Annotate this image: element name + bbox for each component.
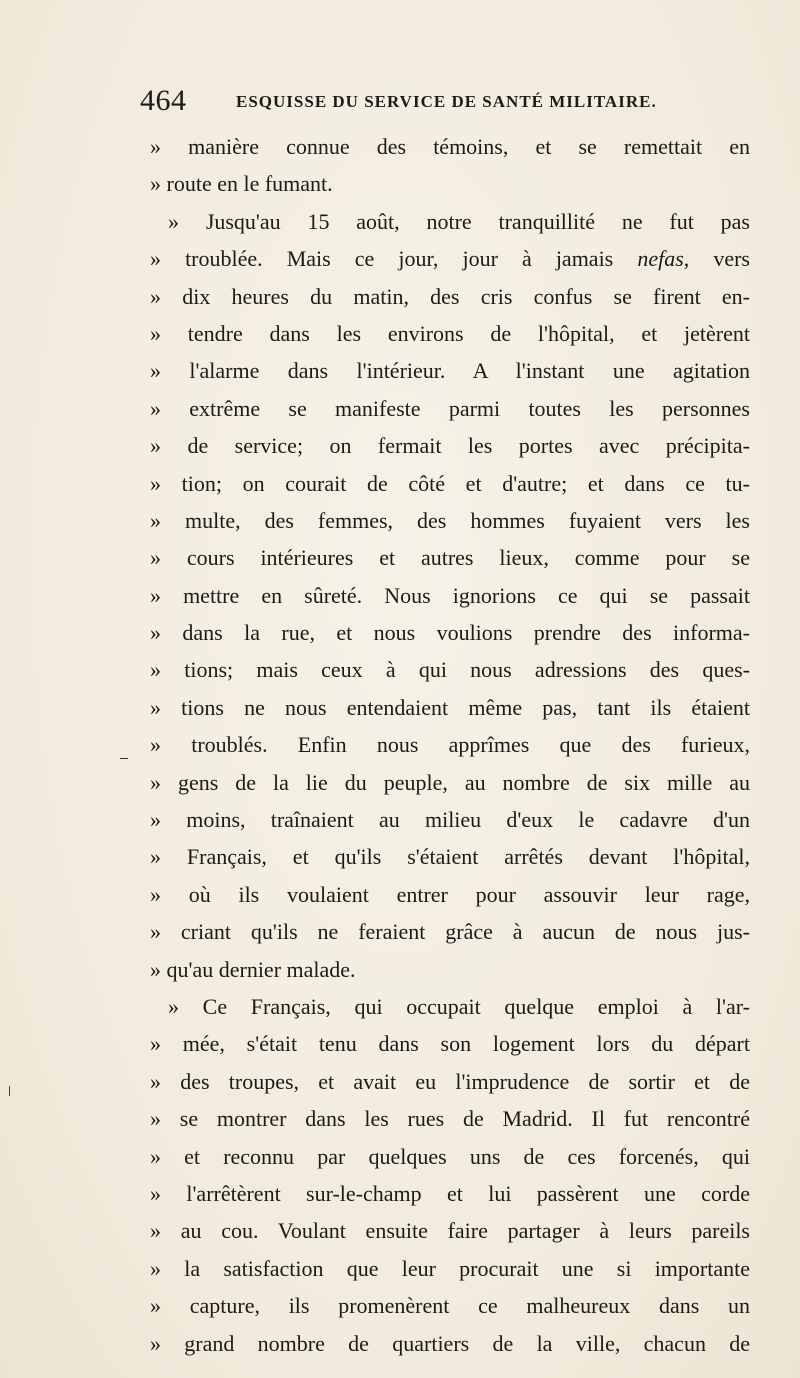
text-line: » l'alarme dans l'intérieur. A l'instant une agitation [150,358,750,384]
page-number: 464 [140,84,187,117]
text-line: » au cou. Voulant ensuite faire partager à leurs pareils [150,1218,750,1244]
text-line: » Jusqu'au 15 août, notre tranquillité ne fut pas [168,208,750,234]
text-line: » cours intérieures et autres lieux, comme pour se [150,545,750,571]
text-line: » tions ne nous entendaient même pas, tant ils étaient [150,694,750,720]
text-line: » troublés. Enfin nous apprîmes que des furieux, [150,732,750,758]
text-line: » route en le fumant. [150,171,333,197]
text-line: » capture, ils promenèrent ce malheureux dans un [150,1293,750,1319]
italic-word: nefas [637,246,684,272]
text-line: » tions; mais ceux à qui nous adressions des ques- [150,657,750,683]
text-line: » extrême se manifeste parmi toutes les personnes [150,395,750,421]
text-line: » la satisfaction que leur procurait une si importante [150,1255,750,1281]
text-line: » gens de la lie du peuple, au nombre de six mille au [150,769,750,795]
text-line: » troublée. Mais ce jour, jour à jamais nefas, vers [150,246,750,272]
text-line: » Ce Français, qui occupait quelque emploi à l'ar- [168,993,750,1019]
text-line: » manière connue des témoins, et se remettait en [150,134,750,159]
text-line: » Français, et qu'ils s'étaient arrêtés devant l'hôpital, [150,844,750,870]
text-line: » de service; on fermait les portes avec précipita- [150,433,750,459]
text-line: » où ils voulaient entrer pour assouvir leur rage, [150,881,750,907]
text-line: » criant qu'ils ne feraient grâce à aucun de nous jus- [150,919,750,945]
text-line: » et reconnu par quelques uns de ces forcenés, qui [150,1143,750,1169]
text-line: » moins, traînaient au milieu d'eux le cadavre d'un [150,807,750,833]
text-line: » qu'au dernier malade. [150,956,356,982]
text-line: » dans la rue, et nous voulions prendre des informa- [150,620,750,646]
text-line: » grand nombre de quartiers de la ville, chacun de [150,1330,750,1356]
text-line: » se montrer dans les rues de Madrid. Il fut rencontré [150,1106,750,1132]
page-header [140,84,740,124]
text-line: » des troupes, et avait eu l'imprudence de sortir et de [150,1068,750,1094]
text-line: » mettre en sûreté. Nous ignorions ce qui se passait [150,582,750,608]
text-line: » tendre dans les environs de l'hôpital, et jetèrent [150,320,750,346]
body-text [150,128,750,1362]
text-line: » tion; on courait de côté et d'autre; et dans ce tu- [150,470,750,496]
text-line: » l'arrêtèrent sur-le-champ et lui passèrent une corde [150,1180,750,1206]
running-head: ESQUISSE DU SERVICE DE SANTÉ MILITAIRE. [236,92,657,111]
text-line: » dix heures du matin, des cris confus se firent en- [150,283,750,309]
margin-mark [120,758,128,759]
text-line: » multe, des femmes, des hommes fuyaient vers les [150,507,750,533]
margin-tick [9,1086,10,1096]
text-line: » mée, s'était tenu dans son logement lors du départ [150,1031,750,1057]
